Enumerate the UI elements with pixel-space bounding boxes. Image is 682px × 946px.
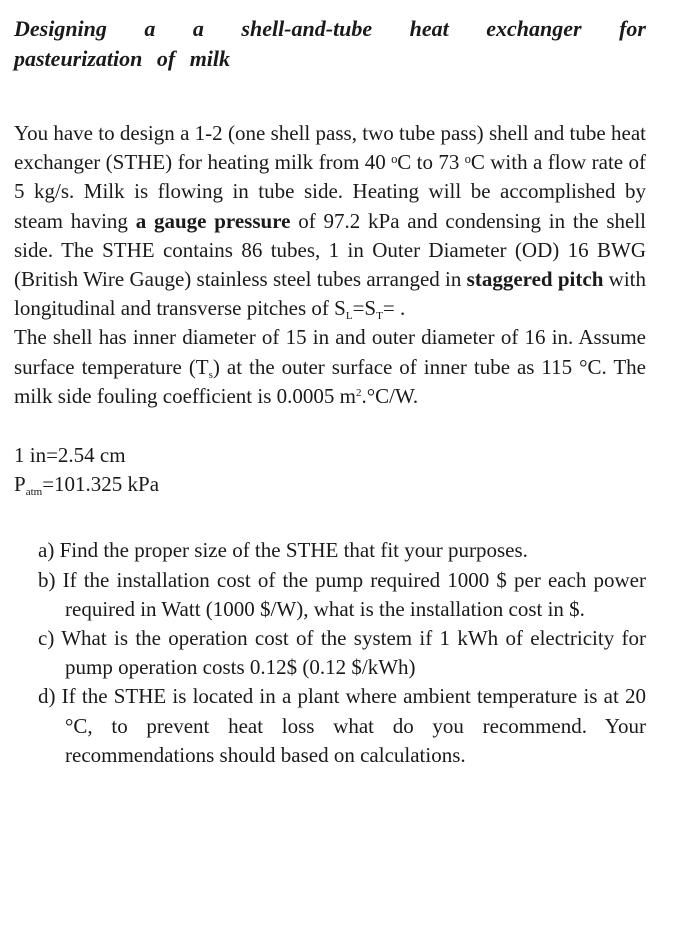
title-line-2: pasteurization of milk xyxy=(14,46,231,71)
pitch-equals-2: = . xyxy=(382,296,406,321)
question-d: d) If the STHE is located in a plant where ambient temperature is at 20 °C, to prevent heat loss what do you recommend. Your recommendations should based on calculations. xyxy=(38,684,646,767)
patm-subscript: atm xyxy=(25,486,43,499)
patm-value: =101.325 kPa xyxy=(42,472,160,497)
problem-text-2: of 97.2 kPa and condensing in the shell side. The STHE contains 86 tubes, 1 in Outer Diameter (OD) 16 BWG (British Wire Gauge) stainless steel tubes arranged in xyxy=(14,208,646,292)
shell-text-1: The shell has inner diameter of 15 in and outer diameter of 16 in. Assume surface temperature (T xyxy=(14,325,646,379)
pitch-s-letter: S xyxy=(334,296,346,321)
shell-text-3: .°C/W. xyxy=(361,383,419,408)
questions-list xyxy=(14,536,646,770)
inch-conversion: 1 in=2.54 cm xyxy=(14,443,126,468)
surface-temp-subscript: s xyxy=(208,368,213,381)
question-c: c) What is the operation cost of the system if 1 kWh of electricity for pump operation costs 0.12$ (0.12 $/kWh) xyxy=(38,626,646,680)
question-a: a) Find the proper size of the STHE that fit your purposes. xyxy=(38,538,528,563)
shell-text-2: ) at the outer surface of inner tube as 115 °C. The milk side fouling coefficient is 0.0005 m xyxy=(14,354,646,408)
title-line-1: Designing a a shell-and-tube heat exchanger for xyxy=(14,16,646,41)
problem-text-3: with longitudinal and transverse pitches of xyxy=(14,267,646,321)
atmospheric-pressure xyxy=(14,470,646,499)
pitch-t-subscript: T xyxy=(376,310,383,323)
constants-block xyxy=(14,441,646,499)
shell-paragraph xyxy=(14,323,646,411)
problem-statement-paragraph xyxy=(14,119,646,323)
problem-text-1: You have to design a 1-2 (one shell pass, two tube pass) shell and tube heat exchanger (STHE) for heating milk from 40 ᵒC to 73 ᵒC with a flow rate of 5 kg/s. Milk is flowing in tube side. Heating will be accomplished by steam having xyxy=(14,121,646,233)
document-title xyxy=(14,14,646,74)
gauge-pressure-emphasis: a gauge pressure xyxy=(135,208,291,233)
m-squared-superscript: 2 xyxy=(355,386,362,399)
pitch-equals-1: =S xyxy=(352,296,377,321)
patm-p: P xyxy=(14,472,26,497)
pitch-l-subscript: L xyxy=(345,310,353,323)
staggered-pitch-emphasis: staggered pitch xyxy=(466,267,604,292)
document-page xyxy=(14,14,646,770)
question-b: b) If the installation cost of the pump required 1000 $ per each power required in Watt (1000 $/W), what is the installation cost in $. xyxy=(38,567,646,621)
